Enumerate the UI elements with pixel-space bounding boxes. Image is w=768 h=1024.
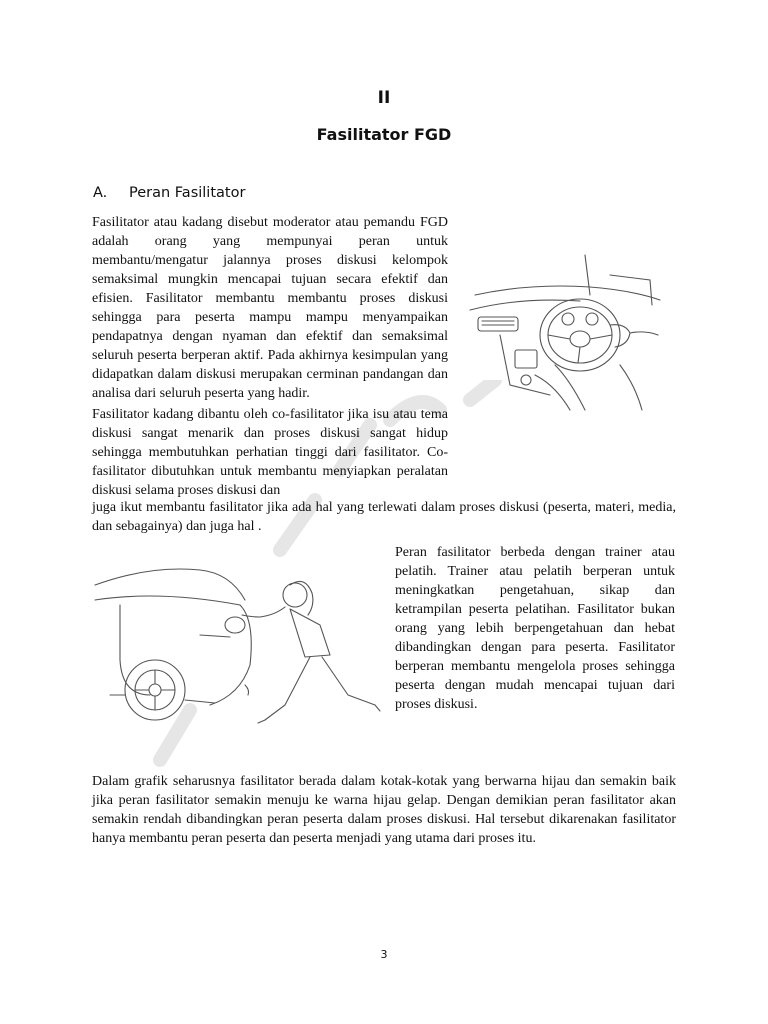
chapter-number: II (377, 88, 391, 108)
section-heading (93, 185, 245, 201)
paragraph-grafik: Dalam grafik seharusnya fasilitator berada dalam kotak-kotak yang berwarna hijau dan semakin baik jika peran fasilitator semakin menuju ke warna hijau gelap. Dengan demikian peran fasilitator akan semakin rendah dibandingkan peran peserta dalam proses diskusi. Hal tersebut dikarenakan fasilitator hanya membantu peran peserta dan peserta menjadi yang utama dari proses itu. (92, 774, 676, 846)
paragraph-trainer-vs-fasilitator: Peran fasilitator berbeda dengan trainer atau pelatih. Trainer atau pelatih berperan untuk meningkatkan pengetahuan, sikap dan ketrampilan peserta pelatihan. Fasilitator bukan orang yang lebih berpengetahuan dan hebat dibandingkan dengan para peserta. Fasilitator berperan membantu mengelola proses sehingga peserta dengan mudah mencapai tujuan dari proses diskusi. (395, 545, 675, 712)
paragraph-fasilitator-definition: Fasilitator atau kadang disebut moderator atau pemandu FGD adalah orang yang mempunyai peran untuk membantu/mengatur jalannya proses diskusi kelompok semaksimal mungkin mencapai tujuan secara efektif dan efisien. Fasilitator membantu membantu proses diskusi sehingga para peserta mampu mampu menyampaikan pendapatnya dengan nyaman dan efektif dan semaksimal seluruh peserta berperan aktif. Pada akhirnya kesimpulan yang didapatkan dalam diskusi merupakan cerminan pandangan dan analisa dari seluruh peserta yang hadir. (92, 215, 448, 401)
paragraph-co-fasilitator-continued: juga ikut membantu fasilitator jika ada hal yang terlewati dalam proses diskusi (peserta, materi, media, dan sebagainya) dan juga hal . (92, 500, 676, 534)
pushing-car-illustration (90, 545, 390, 745)
chapter-title: Fasilitator FGD (316, 125, 452, 144)
paragraph-co-fasilitator: Fasilitator kadang dibantu oleh co-fasilitator jika isu atau tema diskusi sangat menarik dan proses diskusi sangat hidup sehingga membutuhkan perhatian tinggi dari fasilitator. Co-fasilitator dibutuhkan untuk membantu menyiapkan peralatan diskusi selama proses diskusi dan (92, 407, 448, 498)
section-number: A. (93, 185, 108, 201)
car-interior-illustration (460, 235, 670, 415)
page-number: 3 (380, 948, 388, 961)
section-title: Peran Fasilitator (129, 185, 246, 201)
